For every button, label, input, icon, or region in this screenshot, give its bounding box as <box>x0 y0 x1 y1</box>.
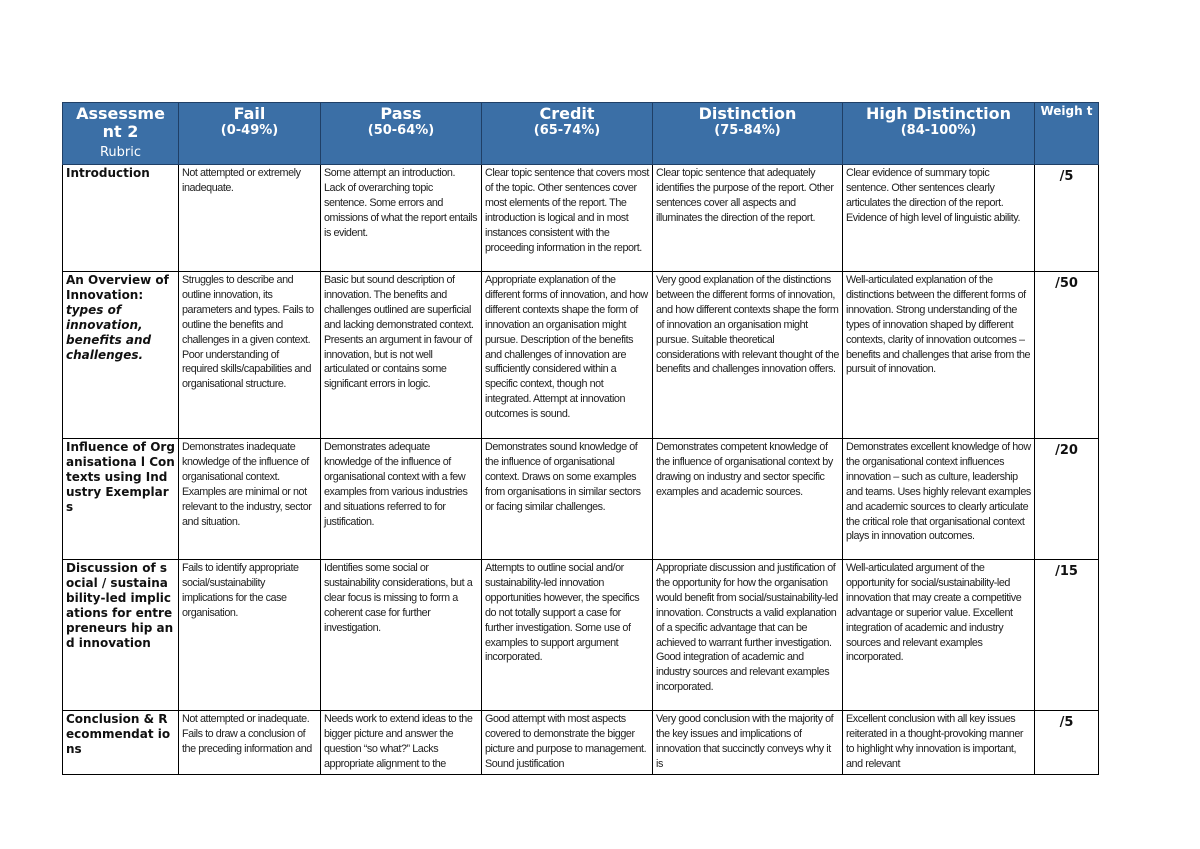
fail-cell: Struggles to describe and outline innovation, its parameters and types. Fails to outline the benefits and challenges in a given context. Poor understanding of required skills/capabilities and organisational structure. <box>179 272 321 439</box>
criterion-cell <box>63 560 179 711</box>
table-row <box>63 272 1099 439</box>
high-distinction-cell: Clear evidence of summary topic sentence. Other sentences clearly articulates the direction of the report. Evidence of high level of linguistic ability. <box>843 165 1035 272</box>
header-distinction <box>653 103 843 165</box>
high-distinction-cell: Well-articulated argument of the opportunity for social/sustainability-led innovation that may create a competitive advantage or superior value. Excellent integration of academic and industry sources and relevant examples incorporated. <box>843 560 1035 711</box>
criterion-cell <box>63 272 179 439</box>
distinction-cell: Appropriate discussion and justification of the opportunity for how the organisation would benefit from social/sustainability-led innovation. Constructs a valid explanation of a specific advantage that can be achieved to warrant further investigation. Good integration of academic and industry sources and relevant examples incorporated. <box>653 560 843 711</box>
pass-cell: Identifies some social or sustainability considerations, but a clear focus is missing to form a coherent case for further investigation. <box>321 560 482 711</box>
criterion-cell <box>63 165 179 272</box>
high-distinction-cell: Well-articulated explanation of the distinctions between the different forms of innovation. Strong understanding of the types of innovation shaped by different contexts, clarity of innovation outcomes – benefits and challenges that arise from the pursuit of innovation. <box>843 272 1035 439</box>
distinction-cell: Very good conclusion with the majority of the key issues and implications of innovation that succinctly conveys why it is <box>653 711 843 775</box>
high-distinction-cell: Demonstrates excellent knowledge of how the organisational context influences innovation – such as culture, leadership and teams. Uses highly relevant examples and academic sources to clearly articulate the critical role that organisational context plays in innovation outcomes. <box>843 439 1035 560</box>
level-label: Distinction <box>698 104 797 123</box>
header-high-distinction <box>843 103 1035 165</box>
pass-cell: Basic but sound description of innovation. The benefits and challenges outlined are superficial and lacking demonstrated context. Presents an argument in favour of innovation, but is not well articulated or contains some significant errors in logic. <box>321 272 482 439</box>
table-row <box>63 165 1099 272</box>
level-range: (84-100%) <box>900 123 977 138</box>
header-assessment-label: Assessme nt 2 <box>76 104 165 141</box>
distinction-cell: Demonstrates competent knowledge of the influence of organisational context by drawing on industry and sector specific examples and academic sources. <box>653 439 843 560</box>
criterion-title: Discussion of social / sustainability-led implications for entrepreneurs hip and innovation <box>66 561 174 650</box>
level-range: (0-49%) <box>220 123 279 138</box>
weight-cell: /5 <box>1035 165 1099 272</box>
level-label: Pass <box>380 104 422 123</box>
rubric-table <box>62 102 1099 775</box>
fail-cell: Fails to identify appropriate social/sustainability implications for the case organisation. <box>179 560 321 711</box>
weight-cell: /20 <box>1035 439 1099 560</box>
criterion-subtitle: types of innovation, benefits and challenges. <box>66 303 152 362</box>
header-assessment <box>63 103 179 165</box>
fail-cell: Not attempted or inadequate. Fails to draw a conclusion of the preceding information and <box>179 711 321 775</box>
weight-cell: /15 <box>1035 560 1099 711</box>
level-range: (65-74%) <box>533 123 601 138</box>
criterion-title: Influence of Organisationa l Contexts using Industry Exemplars <box>66 440 175 514</box>
pass-cell: Needs work to extend ideas to the bigger picture and answer the question “so what?” Lacks appropriate alignment to the <box>321 711 482 775</box>
credit-cell: Demonstrates sound knowledge of the influence of organisational context. Draws on some examples from organisations in similar sectors or facing similar challenges. <box>482 439 653 560</box>
level-range: (75-84%) <box>714 123 781 138</box>
level-label: Fail <box>233 104 266 123</box>
header-weight: Weigh t <box>1035 103 1099 165</box>
criterion-title: Introduction <box>66 166 150 180</box>
credit-cell: Appropriate explanation of the different forms of innovation, and how different contexts shape the form of innovation an organisation might pursue. Description of the benefits and challenges of innovation are sufficiently considered within a specific context, though not integrated. Attempt at innovation outcomes is sound. <box>482 272 653 439</box>
header-fail <box>179 103 321 165</box>
level-range: (50-64%) <box>367 123 435 138</box>
pass-cell: Demonstrates adequate knowledge of the influence of organisational context with a few examples from various industries and situations referred to for justification. <box>321 439 482 560</box>
table-row <box>63 439 1099 560</box>
credit-cell: Clear topic sentence that covers most of the topic. Other sentences cover most elements of the report. The introduction is logical and in most instances consistent with the proceeding information in the report. <box>482 165 653 272</box>
criterion-title: Conclusion & Recommendat ions <box>66 712 171 756</box>
fail-cell: Not attempted or extremely inadequate. <box>179 165 321 272</box>
level-label: Credit <box>539 104 595 123</box>
pass-cell: Some attempt an introduction. Lack of overarching topic sentence. Some errors and omissions of what the report entails is evident. <box>321 165 482 272</box>
high-distinction-cell: Excellent conclusion with all key issues reiterated in a thought-provoking manner to highlight why innovation is important, and relevant <box>843 711 1035 775</box>
distinction-cell: Clear topic sentence that adequately identifies the purpose of the report. Other sentences cover all aspects and illuminates the direction of the report. <box>653 165 843 272</box>
credit-cell: Attempts to outline social and/or sustainability-led innovation opportunities however, the specifics do not totally support a case for further investigation. Some use of examples to support argument incorporated. <box>482 560 653 711</box>
distinction-cell: Very good explanation of the distinctions between the different forms of innovation, and how different contexts shape the form of innovation an organisation might pursue. Suitable theoretical considerations with relevant thought of the benefits and challenges innovation offers. <box>653 272 843 439</box>
fail-cell: Demonstrates inadequate knowledge of the influence of organisational context. Examples are minimal or not relevant to the industry, sector and situation. <box>179 439 321 560</box>
weight-cell: /50 <box>1035 272 1099 439</box>
header-credit <box>482 103 653 165</box>
criterion-cell <box>63 439 179 560</box>
credit-cell: Good attempt with most aspects covered to demonstrate the bigger picture and purpose to management. Sound justification <box>482 711 653 775</box>
header-row <box>63 103 1099 165</box>
table-row <box>63 711 1099 775</box>
criterion-title: An Overview of Innovation: <box>66 273 169 302</box>
level-label: High Distinction <box>865 104 1012 123</box>
table-row <box>63 560 1099 711</box>
header-pass <box>321 103 482 165</box>
weight-cell: /5 <box>1035 711 1099 775</box>
criterion-cell <box>63 711 179 775</box>
header-rubric-label: Rubric <box>99 145 142 160</box>
